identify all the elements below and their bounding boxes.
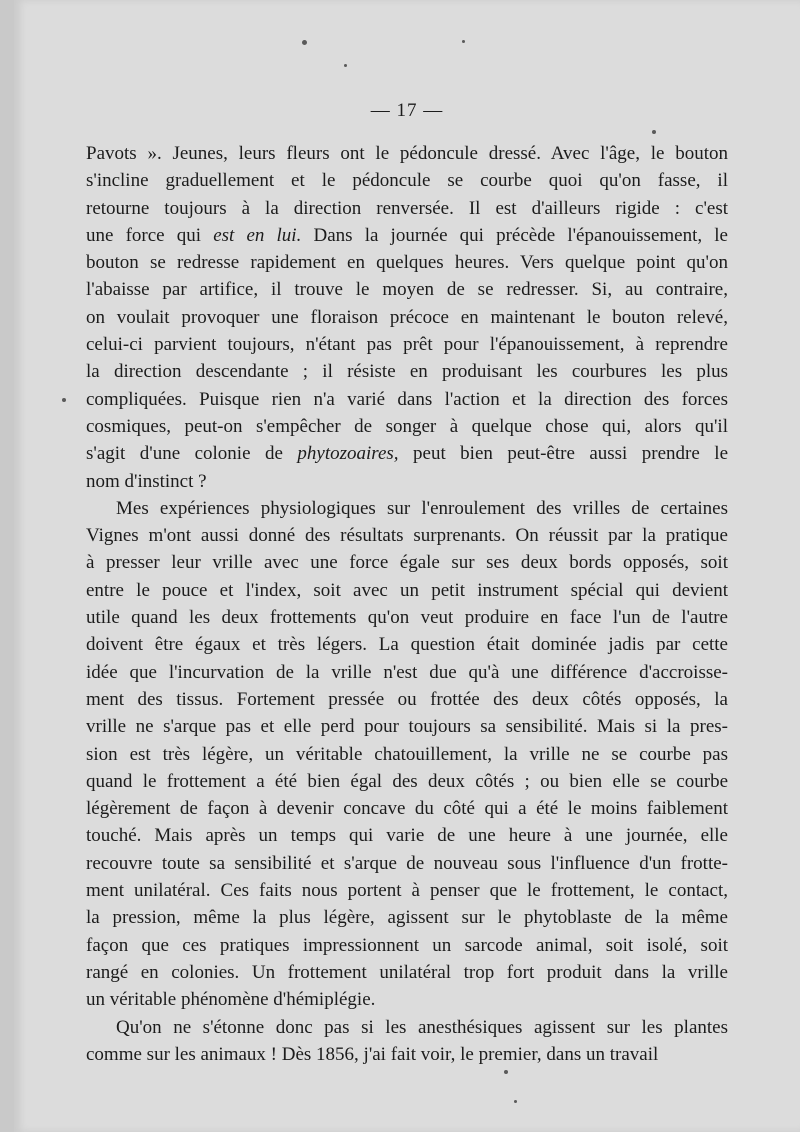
text-segment: on voulait provoquer une floraison précoce en maintenant le bouton relevé, [86,306,728,328]
body-text [86,140,728,1068]
text-line [86,768,728,795]
text-line [86,222,728,249]
print-speck [344,64,347,67]
italic-text: est en lui. [213,224,302,246]
text-line [86,850,728,877]
text-line [86,468,728,495]
text-line [86,877,728,904]
print-speck [302,40,307,45]
text-segment: l'abaisse par artifice, il trouve le moyen de se redresser. Si, au contraire, [86,279,728,301]
text-line [86,331,728,358]
text-segment: façon que ces pratiques impressionnent un sarcode animal, soit isolé, soit [86,934,728,956]
text-line [86,686,728,713]
text-line [86,904,728,931]
text-line [86,386,728,413]
text-line [86,822,728,849]
text-segment: vrille ne s'arque pas et elle perd pour toujours sa sensibilité. Mais si la pres- [86,716,728,738]
text-segment: sion est très légère, un véritable chatouillement, la vrille ne se courbe pas [86,743,728,765]
italic-text: phytozoaires, [297,443,399,465]
text-line [86,1041,728,1068]
text-line [86,167,728,194]
text-line [86,549,728,576]
text-segment: bouton se redresse rapidement en quelques heures. Vers quelque point qu'on [86,252,728,274]
text-segment: s'incline graduellement et le pédoncule se courbe quoi qu'on fasse, il [86,170,728,192]
text-segment: retourne toujours à la direction renversée. Il est d'ailleurs rigide : c'est [86,197,728,219]
text-segment: utile quand les deux frottements qu'on veut produire en face l'un de l'autre [86,607,728,629]
text-line [86,713,728,740]
text-segment: ment unilatéral. Ces faits nous portent à penser que le frottement, le contact, [86,880,728,902]
text-line [86,249,728,276]
text-line [86,358,728,385]
text-segment: ment des tissus. Fortement pressée ou frottée des deux côtés opposés, la [86,688,728,710]
text-line [86,140,728,167]
text-segment: celui-ci parvient toujours, n'étant pas prêt pour l'épanouissement, à reprendre [86,334,728,356]
text-segment: la direction descendante ; il résiste en produisant les courbures les plus [86,361,728,383]
text-segment: une force qui [86,224,214,246]
text-segment: s'agit d'une colonie de [86,443,298,465]
text-segment: légèrement de façon à devenir concave du côté qui a été le moins faiblement [86,798,728,820]
text-line [86,932,728,959]
text-segment: cosmiques, peut-on s'empêcher de songer à quelque chose qui, alors qu'il [86,415,728,437]
text-segment: idée que l'incurvation de la vrille n'est due qu'à une différence d'accroisse- [86,661,728,683]
text-segment: nom d'instinct ? [86,470,207,492]
text-segment: rangé en colonies. Un frottement unilatéral trop fort produit dans la vrille [86,961,728,983]
text-segment: Vignes m'ont aussi donné des résultats surprenants. On réussit par la pratique [86,525,728,547]
text-line [86,604,728,631]
text-segment: un véritable phénomène d'hémiplégie. [86,989,376,1011]
text-segment: la pression, même la plus légère, agissent sur le phytoblaste de la même [86,907,728,929]
text-segment: touché. Mais après un temps qui varie de une heure à une journée, elle [86,825,728,847]
print-speck [652,130,656,134]
text-segment: Pavots ». Jeunes, leurs fleurs ont le pédoncule dressé. Avec l'âge, le bouton [86,143,728,164]
text-segment: doivent être égaux et très légers. La question était dominée jadis par cette [86,634,728,656]
print-speck [62,398,66,402]
print-speck [462,40,465,43]
text-segment: à presser leur vrille avec une force égale sur ses deux bords opposés, soit [86,552,728,574]
text-segment: peut bien peut-être aussi prendre le [398,443,728,465]
text-segment: compliquées. Puisque rien n'a varié dans l'action et la direction des forces [86,388,728,410]
text-line [86,986,728,1013]
text-line [86,795,728,822]
text-line [86,440,728,467]
text-line [86,631,728,658]
page-number: — 17 — [370,100,444,121]
text-segment: Mes expériences physiologiques sur l'enroulement des vrilles de certaines [116,497,728,519]
text-segment: Qu'on ne s'étonne donc pas si les anesthésiques agissent sur les plantes [116,1016,728,1038]
text-line [86,522,728,549]
text-line [86,495,728,522]
print-speck [514,1100,517,1103]
text-line [86,577,728,604]
text-segment: Dans la journée qui précède l'épanouissement, le [301,224,728,246]
text-line [86,276,728,303]
text-segment: quand le frottement a été bien égal des deux côtés ; ou bien elle se courbe [86,770,728,792]
text-line [86,413,728,440]
text-line [86,195,728,222]
text-segment: comme sur les animaux ! Dès 1856, j'ai fait voir, le premier, dans un travail [86,1043,659,1065]
print-speck [504,1070,508,1074]
text-line [86,1014,728,1041]
text-segment: entre le pouce et l'index, soit avec un petit instrument spécial qui devient [86,579,728,601]
text-line [86,741,728,768]
text-line [86,304,728,331]
text-line [86,659,728,686]
text-line [86,959,728,986]
text-segment: recouvre toute sa sensibilité et s'arque de nouveau sous l'influence d'un frotte- [86,852,728,874]
book-page [14,0,800,1132]
